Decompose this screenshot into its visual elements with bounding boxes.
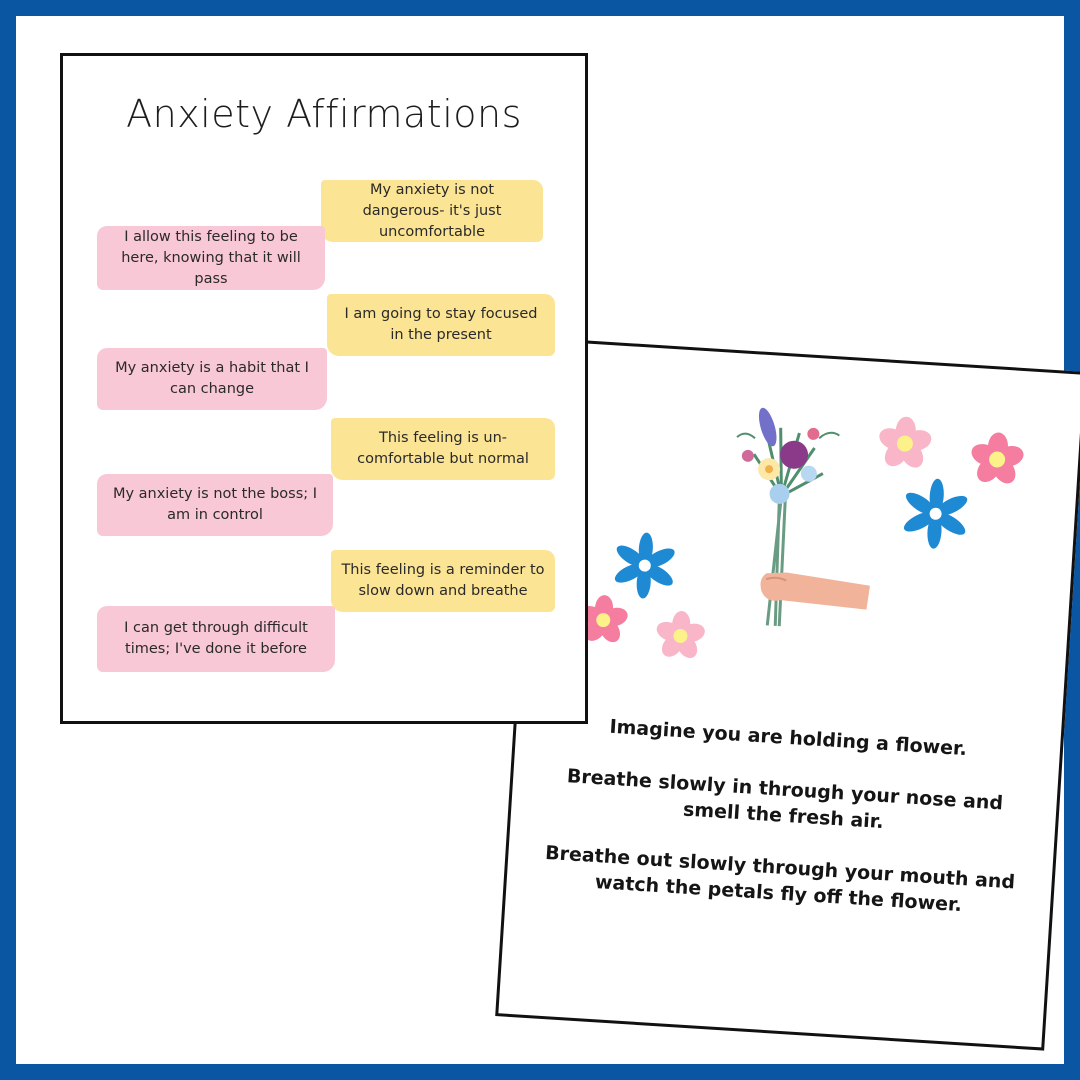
light-pink-flower-icon — [874, 415, 935, 473]
light-pink-flower-icon — [652, 609, 708, 663]
affirmation-card: My anxiety is not dangerous- it's just uncomfortable — [321, 180, 543, 242]
instruction-line: Imagine you are holding a flower. — [608, 715, 968, 761]
affirmations-worksheet — [60, 53, 588, 724]
affirmation-card: This feeling is un-comfortable but normal — [331, 418, 555, 480]
affirmation-card: My anxiety is a habit that I can change — [97, 348, 327, 410]
affirmation-card: I am going to stay focused in the present — [327, 294, 555, 356]
instruction-line: Breathe slowly in through your nose and smell the fresh air. — [566, 765, 1004, 834]
affirmation-card: I allow this feeling to be here, knowing that it will pass — [97, 226, 325, 290]
blue-flower-icon — [900, 477, 972, 551]
pink-flower-icon — [967, 431, 1028, 489]
affirmation-card: My anxiety is not the boss; I am in control — [97, 474, 333, 536]
affirmation-card: I can get through difficult times; I've done it before — [97, 606, 335, 672]
page-title: Anxiety Affirmations — [126, 92, 522, 136]
instruction-line: Breathe out slowly through your mouth and watch the petals fly off the flower. — [544, 841, 1016, 917]
flower-illustration — [518, 341, 1080, 735]
affirmation-card: This feeling is a reminder to slow down and breathe — [331, 550, 555, 612]
breathing-instructions — [534, 710, 1030, 948]
blue-flower-icon — [611, 531, 679, 601]
